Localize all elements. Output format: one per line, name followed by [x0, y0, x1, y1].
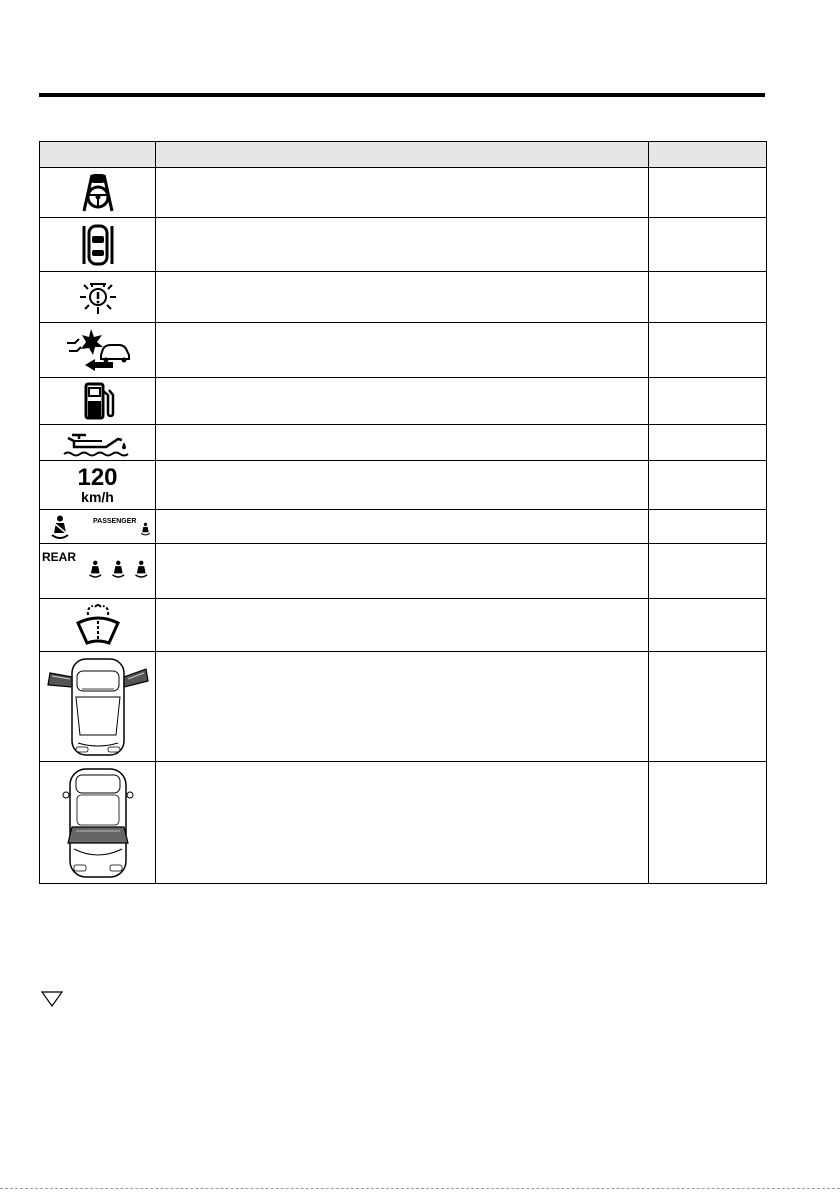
table-row [40, 599, 767, 652]
page-cell [649, 323, 767, 378]
speed-warning-icon [40, 466, 155, 504]
icon-cell [40, 652, 156, 762]
table-row [40, 378, 767, 425]
icon-cell [40, 425, 156, 461]
passenger-seat-belt-icon [140, 522, 152, 536]
header-rule [39, 93, 765, 97]
description-cell [156, 323, 649, 378]
description-cell [156, 461, 649, 510]
rear-center-seat-belt-icon [111, 560, 127, 578]
description-cell [156, 652, 649, 762]
description-cell [156, 218, 649, 272]
driver-seat-belt-icon [50, 515, 72, 539]
icon-cell [40, 461, 156, 510]
description-cell [156, 599, 649, 652]
table-row [40, 544, 767, 599]
description-cell [156, 168, 649, 218]
rear-label: REAR [42, 550, 77, 564]
rear-left-seat-belt-icon [88, 560, 104, 578]
table-row [40, 652, 767, 762]
page-cell [649, 544, 767, 599]
description-cell [156, 762, 649, 884]
table-row [40, 461, 767, 510]
icon-cell [40, 599, 156, 652]
icon-cell [40, 323, 156, 378]
triangle-down-outline-icon [40, 991, 64, 1007]
page-bottom-border [0, 1188, 840, 1189]
warning-indicator-table [39, 141, 767, 884]
washer-fluid-icon [75, 603, 121, 647]
icon-cell [40, 218, 156, 272]
page-cell [649, 378, 767, 425]
column-header-signal [40, 142, 156, 168]
page-cell [649, 425, 767, 461]
blind-spot-monitoring-icon [80, 222, 116, 268]
icon-cell [40, 510, 156, 544]
table-header-row [40, 142, 767, 168]
table-row [40, 272, 767, 323]
table-row [40, 323, 767, 378]
page-cell [649, 168, 767, 218]
page-cell [649, 762, 767, 884]
description-cell [156, 378, 649, 425]
table-row [40, 425, 767, 461]
collision-warning-icon [63, 327, 133, 373]
table-row [40, 762, 767, 884]
low-engine-oil-icon [58, 428, 138, 458]
icon-cell [40, 544, 156, 599]
speed-unit: km/h [81, 489, 114, 505]
table-row [40, 168, 767, 218]
description-cell [156, 425, 649, 461]
table-row [40, 510, 767, 544]
column-header-description [156, 142, 649, 168]
table-row [40, 218, 767, 272]
seat-belt-warning-icon [40, 512, 155, 542]
passenger-label: PASSENGER [93, 517, 137, 525]
description-cell [156, 544, 649, 599]
column-header-page [649, 142, 767, 168]
icon-cell [40, 762, 156, 884]
page-cell [649, 272, 767, 323]
page-cell [649, 218, 767, 272]
page-cell [649, 599, 767, 652]
icon-cell [40, 168, 156, 218]
rear-right-seat-belt-icon [134, 560, 150, 578]
liftgate-open-icon [58, 765, 138, 881]
low-fuel-icon [81, 381, 115, 421]
icon-cell [40, 272, 156, 323]
door-open-icon [46, 655, 150, 759]
page-cell [649, 461, 767, 510]
master-warning-light-icon [76, 276, 120, 318]
page-cell [649, 652, 767, 762]
lane-keep-assist-steering-icon [72, 171, 124, 215]
icon-cell [40, 378, 156, 425]
description-cell [156, 272, 649, 323]
speed-value: 120 [77, 464, 118, 491]
page-cell [649, 510, 767, 544]
rear-seat-belt-warning-icon [40, 546, 155, 596]
description-cell [156, 510, 649, 544]
